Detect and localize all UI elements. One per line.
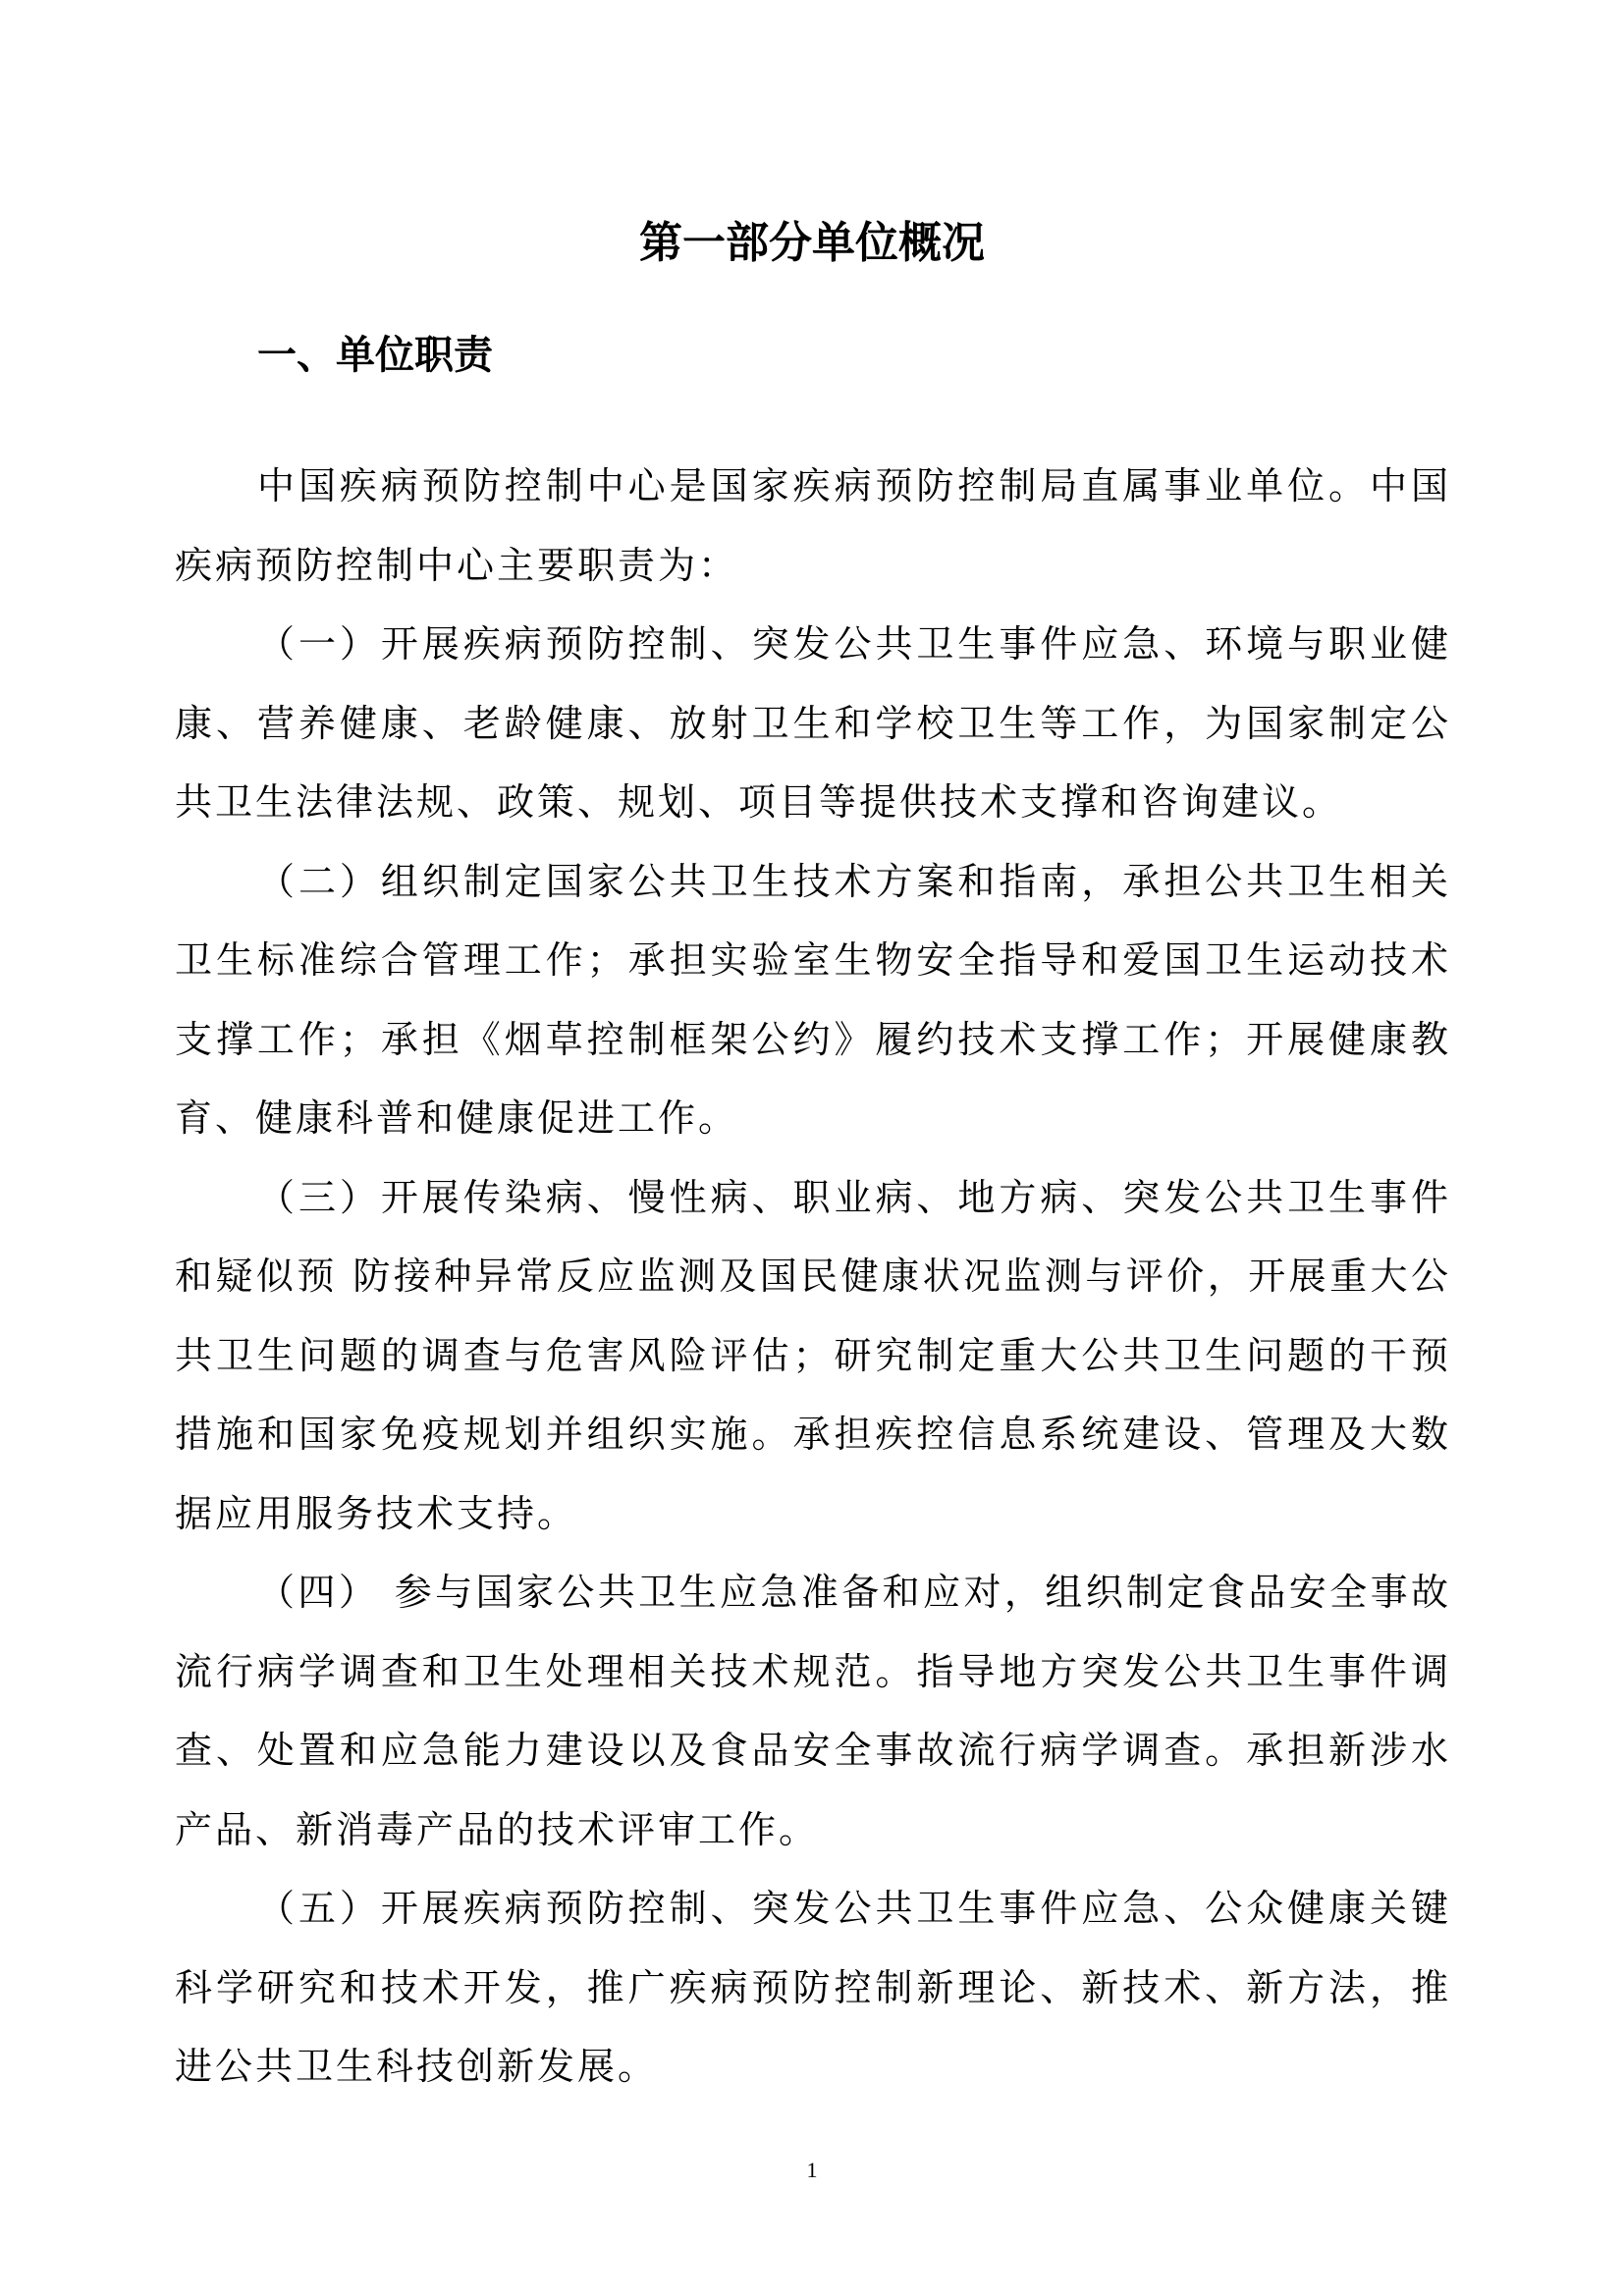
- paragraph-duty-4: （四） 参与国家公共卫生应急准备和应对，组织制定食品安全事故流行病学调查和卫生处理相关技术规范。指导地方突发公共卫生事件调查、处置和应急能力建设以及食品安全事故流行病学调查。承担新涉水产品、新消毒产品的技术评审工作。: [175, 1571, 1451, 1851]
- paragraph-duty-3: （三）开展传染病、慢性病、职业病、地方病、突发公共卫生事件和疑似预 防接种异常反应监测及国民健康状况监测与评价，开展重大公共卫生问题的调查与危害风险评估；研究制定重大公共卫生问题的干预措施和国家免疫规划并组织实施。承担疾控信息系统建设、管理及大数据应用服务技术支持。: [175, 1175, 1451, 1535]
- paragraph-duty-5: （五）开展疾病预防控制、突发公共卫生事件应急、公众健康关键科学研究和技术开发，推广疾病预防控制新理论、新技术、新方法，推进公共卫生科技创新发展。: [175, 1887, 1451, 2088]
- paragraph-duty-2: （二）组织制定国家公共卫生技术方案和指南，承担公共卫生相关卫生标准综合管理工作；承担实验室生物安全指导和爱国卫生运动技术支撑工作；承担《烟草控制框架公约》履约技术支撑工作；开展健康教育、健康科普和健康促进工作。: [175, 859, 1451, 1140]
- body-text: [175, 447, 1451, 2107]
- paragraph-duty-1: （一）开展疾病预防控制、突发公共卫生事件应急、环境与职业健康、营养健康、老龄健康、放射卫生和学校卫生等工作，为国家制定公共卫生法律法规、政策、规划、项目等提供技术支撑和咨询建议。: [175, 622, 1451, 824]
- section-heading: 一、单位职责: [257, 333, 493, 378]
- page-title: 第一部分单位概况: [639, 218, 985, 268]
- page-number: 1: [806, 2158, 818, 2182]
- paragraph-intro: 中国疾病预防控制中心是国家疾病预防控制局直属事业单位。中国疾病预防控制中心主要职责为：: [175, 464, 1451, 587]
